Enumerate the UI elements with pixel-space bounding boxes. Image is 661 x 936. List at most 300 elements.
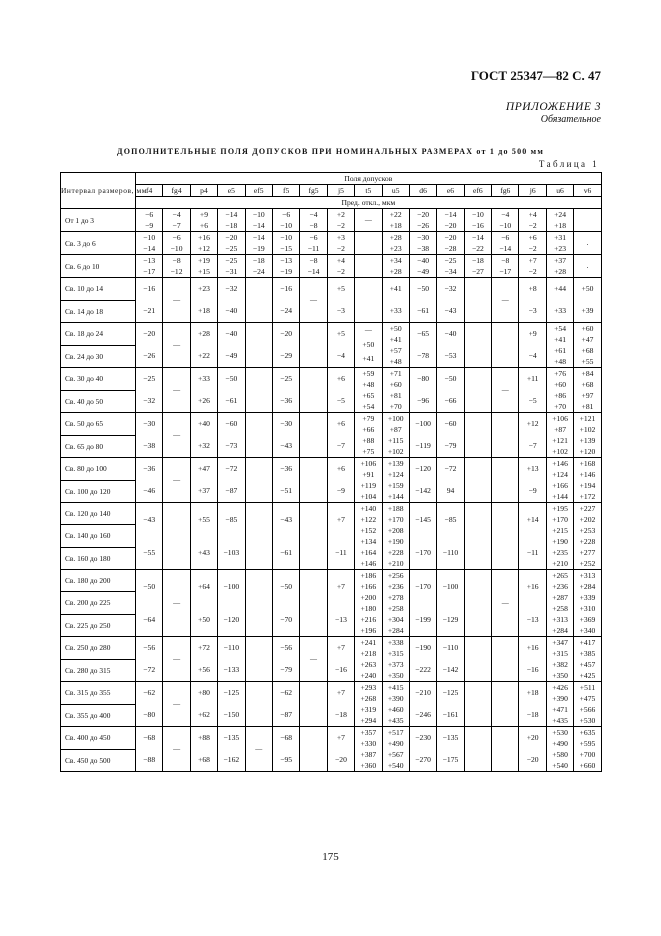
tolerance-cell — [300, 570, 327, 637]
deviation-value: −170 — [415, 548, 431, 557]
size-interval-cell: Св. 100 до 120 — [61, 480, 136, 503]
tolerance-cell — [519, 458, 546, 503]
deviation-value — [465, 278, 491, 322]
deviation-value: −270 — [415, 755, 431, 764]
deviation-value: +104 — [360, 492, 377, 501]
table-row — [61, 323, 602, 346]
appendix-status: Обязательное — [540, 114, 601, 125]
tolerance-cell — [190, 278, 217, 323]
deviation-value: −2 — [336, 267, 345, 276]
deviation-value: −30 — [280, 419, 293, 428]
deviation-value: +64 — [198, 582, 210, 591]
deviation-value: −32 — [143, 396, 156, 405]
deviation-value: −20 — [526, 755, 539, 764]
table-row — [61, 570, 602, 592]
deviation-value: +5 — [336, 329, 345, 338]
deviation-value — [492, 637, 518, 681]
deviation-value: +59 — [362, 369, 375, 378]
deviation-value: −7 — [172, 221, 181, 230]
deviation-value: +37 — [198, 486, 210, 495]
deviation-value: −5 — [528, 396, 537, 405]
deviation-value: +415 — [387, 683, 404, 692]
deviation-value: −10 — [499, 221, 512, 230]
deviation-value: −9 — [528, 486, 537, 495]
deviation-value: −14 — [444, 210, 457, 219]
tolerance-cell — [492, 637, 519, 682]
deviation-value: −53 — [444, 351, 457, 360]
deviation-value: +50 — [581, 284, 594, 293]
deviation-value: −32 — [444, 284, 457, 293]
tolerance-cell — [409, 413, 436, 458]
deviation-value: −8 — [501, 256, 510, 265]
deviation-value: +310 — [579, 604, 596, 613]
tolerance-cell — [492, 413, 519, 458]
deviation-value: −87 — [225, 486, 238, 495]
column-header: p4 — [190, 185, 217, 197]
deviation-value — [465, 323, 491, 367]
size-interval-cell: Св. 30 до 40 — [61, 368, 136, 391]
deviation-value: +48 — [362, 380, 375, 389]
deviation-value — [492, 503, 518, 569]
deviation-value: +28 — [389, 267, 402, 276]
deviation-value: −96 — [417, 396, 430, 405]
deviation-value: +236 — [552, 582, 568, 591]
table-row — [61, 458, 602, 481]
deviation-value: −38 — [143, 441, 156, 450]
tolerance-cell — [190, 323, 217, 368]
deviation-value: −25 — [280, 374, 293, 383]
tolerance-cell — [327, 570, 354, 637]
deviation-value: +28 — [554, 267, 566, 276]
deviation-value: +37 — [554, 256, 566, 265]
deviation-value: +196 — [360, 626, 377, 635]
deviation-value: −27 — [471, 267, 484, 276]
tolerance-cell — [163, 682, 190, 727]
tolerance-cell — [492, 458, 519, 503]
deviation-value: −10 — [252, 210, 265, 219]
deviation-value: +88 — [198, 733, 210, 742]
deviation-value — [355, 278, 381, 322]
deviation-value: −14 — [225, 210, 238, 219]
deviation-value — [300, 682, 326, 726]
table-row — [61, 637, 602, 660]
tolerance-cell — [546, 503, 573, 570]
deviation-value: −32 — [225, 284, 238, 293]
deviation-value: −64 — [143, 615, 156, 624]
tolerance-cell — [409, 232, 436, 255]
deviation-value: +236 — [387, 582, 404, 591]
deviation-value: +19 — [198, 256, 210, 265]
deviation-value: — — [364, 326, 372, 335]
tolerance-cell — [355, 458, 382, 503]
deviation-value: +120 — [579, 447, 596, 456]
deviation-value: +530 — [579, 716, 596, 725]
tolerance-cell — [272, 570, 299, 637]
column-header: fg5 — [300, 185, 327, 197]
deviation-value: −16 — [334, 665, 347, 674]
tolerance-cell — [218, 209, 245, 232]
document-code: ГОСТ 25347—82 С. 47 — [470, 68, 601, 83]
deviation-value: +387 — [360, 750, 377, 759]
tolerance-cell — [300, 368, 327, 413]
deviation-value: +75 — [362, 447, 375, 456]
table-title: ДОПОЛНИТЕЛЬНЫЕ ПОЛЯ ДОПУСКОВ ПРИ НОМИНАЛЬНЫХ РАЗМЕРАХ от 1 до 500 мм — [117, 147, 544, 156]
deviation-value: +340 — [579, 626, 596, 635]
tolerance-cell — [437, 323, 464, 368]
deviation-value: +115 — [388, 436, 404, 445]
tolerance-cell — [355, 368, 382, 413]
tolerance-cell — [163, 458, 190, 503]
deviation-value: −170 — [415, 582, 431, 591]
tolerance-cell — [218, 323, 245, 368]
deviation-value: +102 — [552, 447, 568, 456]
deviation-value: +119 — [360, 481, 377, 490]
deviation-value: +121 — [579, 414, 596, 423]
deviation-value: — — [310, 296, 318, 304]
column-header: ef6 — [464, 185, 491, 197]
deviation-value: +258 — [387, 604, 404, 613]
tolerance-cell — [492, 503, 519, 570]
column-header: j6 — [519, 185, 546, 197]
size-interval-cell: Св. 355 до 400 — [61, 704, 136, 727]
deviation-value: −13 — [143, 256, 156, 265]
tolerance-cell — [464, 209, 491, 232]
tolerance-cell — [519, 637, 546, 682]
deviation-value: +23 — [554, 244, 566, 253]
deviation-value: −133 — [223, 665, 240, 674]
column-header: e6 — [437, 185, 464, 197]
deviation-value: +106 — [360, 459, 377, 468]
deviation-value: −68 — [280, 733, 293, 742]
tolerance-cell — [546, 232, 573, 255]
tolerance-cell — [355, 503, 382, 570]
deviation-value: +278 — [387, 593, 404, 602]
deviation-value: — — [501, 386, 509, 394]
deviation-value: +140 — [360, 504, 377, 513]
deviation-value — [300, 323, 326, 367]
deviation-value: +8 — [528, 284, 537, 293]
deviation-value: +24 — [554, 210, 566, 219]
deviation-value: +258 — [552, 604, 568, 613]
tolerance-cell — [409, 209, 436, 232]
deviation-value: −100 — [223, 582, 240, 591]
deviation-value: +200 — [360, 593, 377, 602]
deviation-value: — — [173, 599, 181, 607]
deviation-value: +208 — [387, 526, 404, 535]
deviation-value: +240 — [360, 671, 377, 680]
deviation-value: +12 — [526, 419, 539, 428]
column-header: v6 — [574, 185, 601, 197]
deviation-value: +18 — [554, 221, 566, 230]
deviation-value: −17 — [499, 267, 512, 276]
tolerance-cell — [519, 232, 546, 255]
deviation-value: −72 — [143, 665, 156, 674]
deviation-value: +124 — [552, 470, 568, 479]
deviation-value: +700 — [579, 750, 596, 759]
deviation-value: +81 — [581, 402, 594, 411]
deviation-value: +517 — [387, 728, 404, 737]
deviation-value — [246, 503, 272, 569]
tolerance-cell — [163, 323, 190, 368]
tolerance-cell — [546, 278, 573, 323]
deviation-value: −40 — [225, 329, 238, 338]
tolerance-cell — [546, 209, 573, 232]
deviation-value: +134 — [360, 537, 377, 546]
deviation-value: −5 — [336, 396, 345, 405]
deviation-value: +41 — [362, 354, 375, 364]
deviation-value: −43 — [444, 306, 457, 315]
deviation-value: −8 — [309, 256, 318, 265]
tolerance-cell — [546, 637, 573, 682]
deviation-value — [246, 278, 272, 322]
deviation-value — [492, 727, 518, 771]
deviation-value: +180 — [360, 604, 377, 613]
size-interval-cell: Св. 65 до 80 — [61, 435, 136, 458]
deviation-value: −120 — [415, 464, 431, 473]
tolerance-cell — [327, 503, 354, 570]
tolerance-cell — [300, 503, 327, 570]
tolerance-table — [60, 172, 602, 772]
deviation-value: −20 — [444, 221, 457, 230]
deviation-value: −79 — [280, 665, 293, 674]
tolerance-cell — [409, 278, 436, 323]
deviation-value: −14 — [471, 233, 484, 242]
tolerance-cell — [464, 503, 491, 570]
size-interval-cell: Св. 18 до 24 — [61, 323, 136, 346]
deviation-value: −9 — [145, 221, 154, 230]
tolerance-cell — [382, 255, 409, 278]
deviation-value: +475 — [579, 694, 596, 703]
deviation-value: +54 — [554, 324, 566, 333]
tolerance-cell — [218, 413, 245, 458]
deviation-value: −25 — [444, 256, 457, 265]
deviation-value: +7 — [336, 515, 345, 524]
deviation-value: −17 — [143, 267, 156, 276]
deviation-value: +14 — [526, 515, 539, 524]
deviation-value: +228 — [387, 548, 404, 557]
deviation-value: +87 — [554, 425, 566, 434]
tolerance-cell — [409, 637, 436, 682]
deviation-value: +7 — [336, 643, 345, 652]
deviation-value: +72 — [198, 643, 210, 652]
deviation-value: −16 — [526, 665, 539, 674]
tolerance-cell — [574, 637, 601, 682]
deviation-value: −20 — [280, 329, 293, 338]
tolerance-cell — [272, 368, 299, 413]
deviation-value: +315 — [387, 649, 404, 658]
deviation-value: −18 — [334, 710, 347, 719]
deviation-value: −125 — [442, 688, 459, 697]
deviation-value: +62 — [198, 710, 210, 719]
deviation-value: −11 — [526, 548, 539, 557]
deviation-value: +88 — [362, 436, 375, 445]
deviation-value: −51 — [280, 486, 293, 495]
deviation-value: +511 — [579, 683, 596, 692]
tolerance-cell — [245, 232, 272, 255]
tolerance-cell — [437, 413, 464, 458]
deviation-value: +385 — [579, 649, 596, 658]
deviation-value: +41 — [389, 335, 402, 344]
deviation-value: −4 — [501, 210, 510, 219]
tolerance-cell — [190, 637, 217, 682]
deviation-value: +15 — [198, 267, 210, 276]
tolerance-cell — [272, 503, 299, 570]
deviation-value: +6 — [199, 221, 209, 230]
size-interval-cell: Св. 14 до 18 — [61, 300, 136, 323]
deviation-value: — — [310, 655, 318, 663]
deviation-value: −85 — [444, 515, 457, 524]
deviation-value: +152 — [360, 526, 377, 535]
deviation-value: +48 — [554, 357, 566, 366]
deviation-value: −8 — [172, 256, 181, 265]
deviation-value: +350 — [387, 671, 404, 680]
deviation-value: −13 — [334, 615, 347, 624]
deviation-value: +369 — [579, 615, 596, 624]
deviation-value: +44 — [554, 284, 566, 293]
tolerance-cell — [437, 209, 464, 232]
tolerance-cell — [218, 682, 245, 727]
deviation-value: +330 — [360, 739, 377, 748]
tolerance-cell — [163, 368, 190, 413]
deviation-value: −246 — [415, 710, 431, 719]
tolerance-cell — [464, 458, 491, 503]
deviation-value: −110 — [442, 643, 459, 652]
tolerance-cell — [409, 503, 436, 570]
tolerance-cell — [218, 368, 245, 413]
tolerance-cell — [409, 255, 436, 278]
tolerance-cell — [492, 727, 519, 772]
deviation-value: 94 — [446, 486, 455, 495]
size-interval-cell: Св. 225 до 250 — [61, 614, 136, 636]
deviation-value: +102 — [387, 447, 404, 456]
deviation-value: −62 — [143, 688, 156, 697]
deviation-value: +60 — [554, 380, 566, 389]
deviation-value: −20 — [417, 210, 430, 219]
deviation-value — [246, 682, 272, 726]
deviation-value: +34 — [389, 256, 402, 265]
deviation-value: +382 — [552, 660, 568, 669]
deviation-value: −43 — [143, 515, 156, 524]
deviation-value: +39 — [581, 306, 594, 315]
tolerance-cell — [574, 323, 601, 368]
deviation-value: −72 — [444, 464, 457, 473]
tolerance-cell — [546, 323, 573, 368]
deviation-value: +580 — [552, 750, 568, 759]
tolerance-cell — [190, 682, 217, 727]
tolerance-cell — [546, 682, 573, 727]
tolerance-cell — [492, 570, 519, 637]
deviation-value: +195 — [552, 504, 568, 513]
tolerance-cell — [574, 368, 601, 413]
tolerance-cell — [382, 503, 409, 570]
tolerance-cell — [245, 727, 272, 772]
deviation-value: −50 — [280, 582, 293, 591]
deviation-value — [246, 323, 272, 367]
deviation-value: −26 — [417, 221, 430, 230]
deviation-value: −119 — [415, 441, 431, 450]
tolerance-cell — [218, 232, 245, 255]
deviation-value: −24 — [252, 267, 265, 276]
tolerance-cell — [355, 323, 382, 368]
deviation-value — [300, 368, 326, 412]
tolerance-cell — [190, 413, 217, 458]
size-interval-cell: Св. 10 до 14 — [61, 278, 136, 301]
tolerance-cell — [245, 255, 272, 278]
units-header: Пред. откл., мкм — [136, 197, 602, 209]
deviation-value: −73 — [225, 441, 238, 450]
deviation-value: −7 — [528, 441, 537, 450]
tolerance-cell — [163, 727, 190, 772]
tolerance-cell — [136, 278, 163, 323]
deviation-value: +86 — [554, 391, 566, 400]
tolerance-cell — [218, 503, 245, 570]
deviation-value: +194 — [579, 481, 596, 490]
tolerance-cell — [327, 682, 354, 727]
tolerance-cell — [464, 368, 491, 413]
deviation-value: +55 — [198, 515, 210, 524]
tolerance-cell — [464, 255, 491, 278]
deviation-value: +168 — [579, 459, 596, 468]
deviation-value: +121 — [552, 436, 568, 445]
tolerance-cell — [519, 570, 546, 637]
tolerance-cell — [218, 727, 245, 772]
deviation-value: −16 — [280, 284, 293, 293]
tolerance-cell — [519, 413, 546, 458]
tolerance-cell — [136, 255, 163, 278]
deviation-value: −11 — [335, 548, 347, 557]
deviation-value: +26 — [198, 396, 210, 405]
deviation-value: +170 — [552, 515, 568, 524]
deviation-value: −78 — [417, 351, 430, 360]
tolerance-cell — [574, 209, 601, 232]
deviation-value: −9 — [336, 486, 345, 495]
table-number: Таблица 1 — [538, 159, 599, 169]
tolerance-cell — [136, 682, 163, 727]
deviation-value: — — [173, 431, 181, 439]
tolerance-cell — [272, 458, 299, 503]
deviation-value: −49 — [225, 351, 238, 360]
deviation-value: +188 — [387, 504, 404, 513]
tolerance-cell — [245, 570, 272, 637]
deviation-value: +293 — [360, 683, 377, 692]
tolerance-cell — [355, 637, 382, 682]
tolerance-cell — [492, 368, 519, 413]
tolerance-cell — [355, 232, 382, 255]
deviation-value: +313 — [579, 571, 596, 580]
tolerance-fields-header: Поля допусков — [136, 173, 602, 185]
deviation-value: −14 — [307, 267, 320, 276]
deviation-value: +6 — [528, 233, 537, 242]
tolerance-cell — [464, 570, 491, 637]
deviation-value: −2 — [528, 244, 537, 253]
tolerance-cell — [437, 727, 464, 772]
deviation-value: +256 — [387, 571, 404, 580]
tolerance-cell — [574, 503, 601, 570]
tolerance-cell — [163, 570, 190, 637]
deviation-value: +460 — [387, 705, 404, 714]
deviation-value: +284 — [387, 626, 404, 635]
deviation-value: −7 — [336, 441, 345, 450]
tolerance-cell — [409, 458, 436, 503]
tolerance-cell — [464, 413, 491, 458]
deviation-value: +55 — [581, 357, 594, 366]
deviation-value: −43 — [280, 515, 293, 524]
deviation-value: +357 — [360, 728, 377, 737]
deviation-value: +48 — [389, 357, 402, 366]
deviation-value — [246, 637, 272, 681]
deviation-value: +139 — [579, 436, 596, 445]
deviation-value: −60 — [444, 419, 457, 428]
